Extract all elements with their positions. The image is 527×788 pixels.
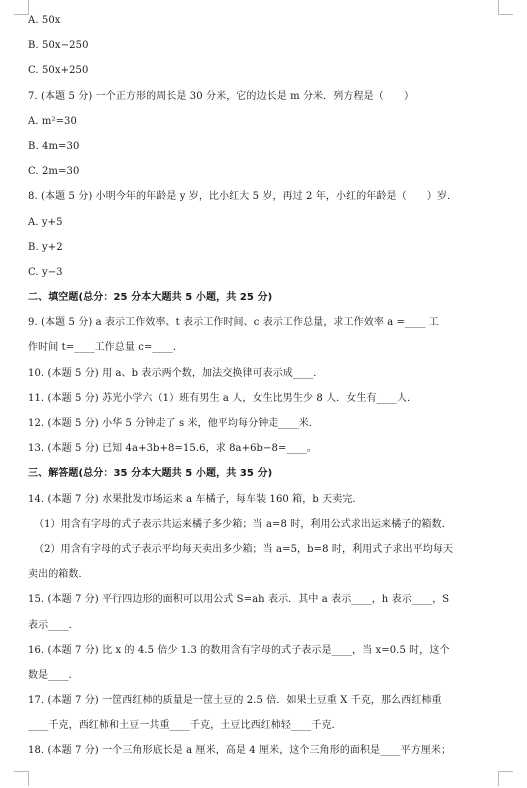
- option-line: A. m²=30: [28, 115, 77, 127]
- option-line: C. 50x+250: [28, 65, 89, 77]
- crop-mark-top-left: [14, 0, 29, 15]
- option-line: B. y+2: [28, 241, 63, 253]
- question-line: 9. (本题 5 分) a 表示工作效率、t 表示工作时间、c 表示工作总量，求工作效率 a =____ 工: [28, 317, 439, 329]
- sub-question-line: （1）用含有字母的式子表示共运来橘子多少箱；当 a=8 时，利用公式求出运来橘子的箱数．: [34, 518, 452, 530]
- crop-mark-bottom-left: [14, 771, 29, 786]
- question-line: 15. (本题 7 分) 平行四边形的面积可以用公式 S=ah 表示．其中 a 表示____，h 表示____，S: [28, 594, 450, 606]
- question-line: 10. (本题 5 分) 用 a、b 表示两个数，加法交换律可表示成____．: [28, 367, 324, 379]
- question-line: 数是____．: [28, 669, 79, 681]
- question-line: 14. (本题 7 分) 水果批发市场运来 a 车橘子，每车装 160 箱，b 天卖完．: [28, 493, 363, 505]
- option-line: A. 50x: [28, 15, 61, 26]
- section-heading: 二、填空题(总分：25 分本大题共 5 小题，共 25 分): [28, 292, 273, 304]
- document-body: [28, 8, 503, 764]
- option-line: C. y−3: [28, 266, 63, 278]
- question-line: ____千克，西红柿和土豆一共重____千克，土豆比西红柿轻____千克．: [28, 720, 342, 732]
- question-line: 16. (本题 7 分) 比 x 的 4.5 倍少 1.3 的数用含有字母的式子表示是____，当 x=0.5 时，这个: [28, 644, 450, 656]
- question-line: 18. (本题 7 分) 一个三角形底长是 a 厘米，高是 4 厘米，这个三角形的面积是____平方厘米；: [28, 745, 452, 757]
- option-line: B. 4m=30: [28, 140, 80, 152]
- section-heading: 三、解答题(总分：35 分本大题共 5 小题，共 35 分): [28, 468, 273, 480]
- question-line: 7. (本题 5 分) 一个正方形的周长是 30 分米，它的边长是 m 分米．列方程是（ ）: [28, 90, 415, 102]
- question-line: 17. (本题 7 分) 一筐西红柿的质量是一筐土豆的 2.5 倍．如果土豆重 X 千克，那么西红柿重: [28, 695, 442, 707]
- option-line: B. 50x−250: [28, 40, 89, 52]
- question-line: 卖出的箱数．: [28, 569, 89, 581]
- question-line: 12. (本题 5 分) 小华 5 分钟走了 s 米，他平均每分钟走____米．: [28, 418, 319, 429]
- crop-mark-bottom-right: [498, 771, 513, 786]
- option-line: C. 2m=30: [28, 166, 80, 178]
- sub-question-line: （2）用含有字母的式子表示平均每天卖出多少箱；当 a=5，b=8 时，利用式子求出平均每天: [34, 543, 454, 555]
- question-line: 11. (本题 5 分) 苏光小学六（1）班有男生 a 人，女生比男生少 8 人．女生有____人．: [28, 392, 418, 404]
- question-line: 作时间 t=____工作总量 c=____．: [28, 342, 183, 354]
- question-line: 表示____．: [28, 619, 79, 631]
- question-line: 13. (本题 5 分) 已知 4a+3b+8=15.6，求 8a+6b−8=____。: [28, 443, 317, 455]
- question-line: 8. (本题 5 分) 小明今年的年龄是 y 岁，比小红大 5 岁，再过 2 年，小红的年龄是（ ）岁．: [28, 191, 458, 203]
- option-line: A. y+5: [28, 216, 63, 228]
